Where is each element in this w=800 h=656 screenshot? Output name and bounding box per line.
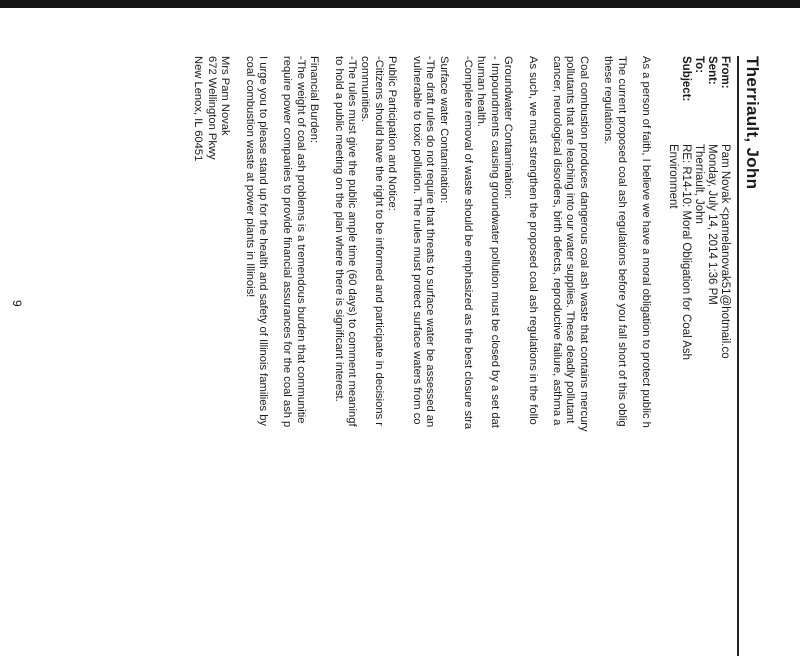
signature-city: New Lenox, IL 60451: [192, 56, 205, 162]
text-line: Coal combustion produces dangerous coal ash waste that contains mercury: [577, 56, 590, 432]
text-line: The current proposed coal ash regulations before you fall short of this oblig: [615, 56, 628, 427]
text-line: to hold a public meeting on the plan where there is significant interest.: [332, 56, 345, 402]
email-body: [191, 56, 652, 656]
scan-edge: [0, 0, 800, 8]
recipient-name: Therriault, John: [743, 56, 762, 190]
text-line: communities.: [359, 56, 372, 122]
header-value: Pam Novak <pamelanovak51@hotmail.co: [719, 144, 731, 359]
header-row: [666, 56, 679, 360]
header-label: From:: [719, 56, 731, 89]
text-line: require power companies to provide financial assurances for the coal ash p: [281, 56, 294, 428]
signature-street: 672 Wellington Pkwy: [205, 56, 218, 160]
page-number: 9: [10, 300, 24, 307]
section-heading: Financial Burden:: [308, 56, 321, 144]
email-header: [666, 56, 731, 360]
text-line: pollutants that are leaching into our water supplies. These deadly pollutant: [564, 56, 577, 424]
header-row: [718, 56, 731, 360]
text-line: these regulations.: [602, 56, 615, 145]
signature-name: Mrs Pam Novak: [219, 56, 232, 136]
header-label: Sent:: [706, 56, 718, 85]
text-line: coal combustion waste at power plants in Illinois!: [243, 56, 256, 298]
text-line: -The weight of coal ash problems is a tremendous burden that communitie: [294, 56, 307, 424]
text-line: vulnerable to toxic pollution. The rules must protect surface waters from co: [410, 56, 423, 425]
header-row: [705, 56, 718, 360]
text-line: I urge you to please stand up for the health and safety of Illinois families by: [257, 56, 270, 427]
section-heading: Surface water Contamination:: [437, 56, 450, 204]
section-heading: Groundwater Contamination:: [502, 56, 515, 200]
header-label: Subject:: [680, 56, 692, 102]
text-line: -The rules must give the public ample time (60 days) to comment meaningf: [346, 56, 359, 427]
header-label: To:: [693, 56, 705, 74]
text-line: - Impoundments causing groundwater pollution must be closed by a set dat: [488, 56, 501, 428]
intro-paragraph: As a person of faith, I believe we have a moral obligation to protect public h: [640, 56, 652, 428]
text-line: human health.: [475, 56, 488, 127]
email-content: [180, 56, 762, 656]
text-line: -Citizens should have the right to be informed and participate in decisions r: [372, 56, 385, 427]
text-line: -The draft rules do not require that threats to surface water be assessed an: [424, 56, 437, 428]
paragraph-strengthen: As such, we must strengthen the proposed coal ash regulations in the follo: [526, 56, 539, 425]
header-rule: [737, 56, 739, 656]
header-value: Therriault, John: [693, 144, 705, 224]
header-row: [679, 56, 692, 360]
text-line: -Complete removal of waste should be emphasized as the best closure stra: [461, 56, 474, 430]
text-line: cancer, neurological disorders, birth defects, reproductive failure, asthma a: [550, 56, 563, 426]
subject-continuation: Environment: [667, 144, 679, 209]
section-heading: Public Participation and Notice:: [386, 56, 399, 211]
header-value: RE: R14-10: Moral Obligation for Coal Ash: [680, 144, 692, 361]
header-value: Monday, July 14, 2014 1:36 PM: [706, 144, 718, 305]
header-row: [692, 56, 705, 360]
